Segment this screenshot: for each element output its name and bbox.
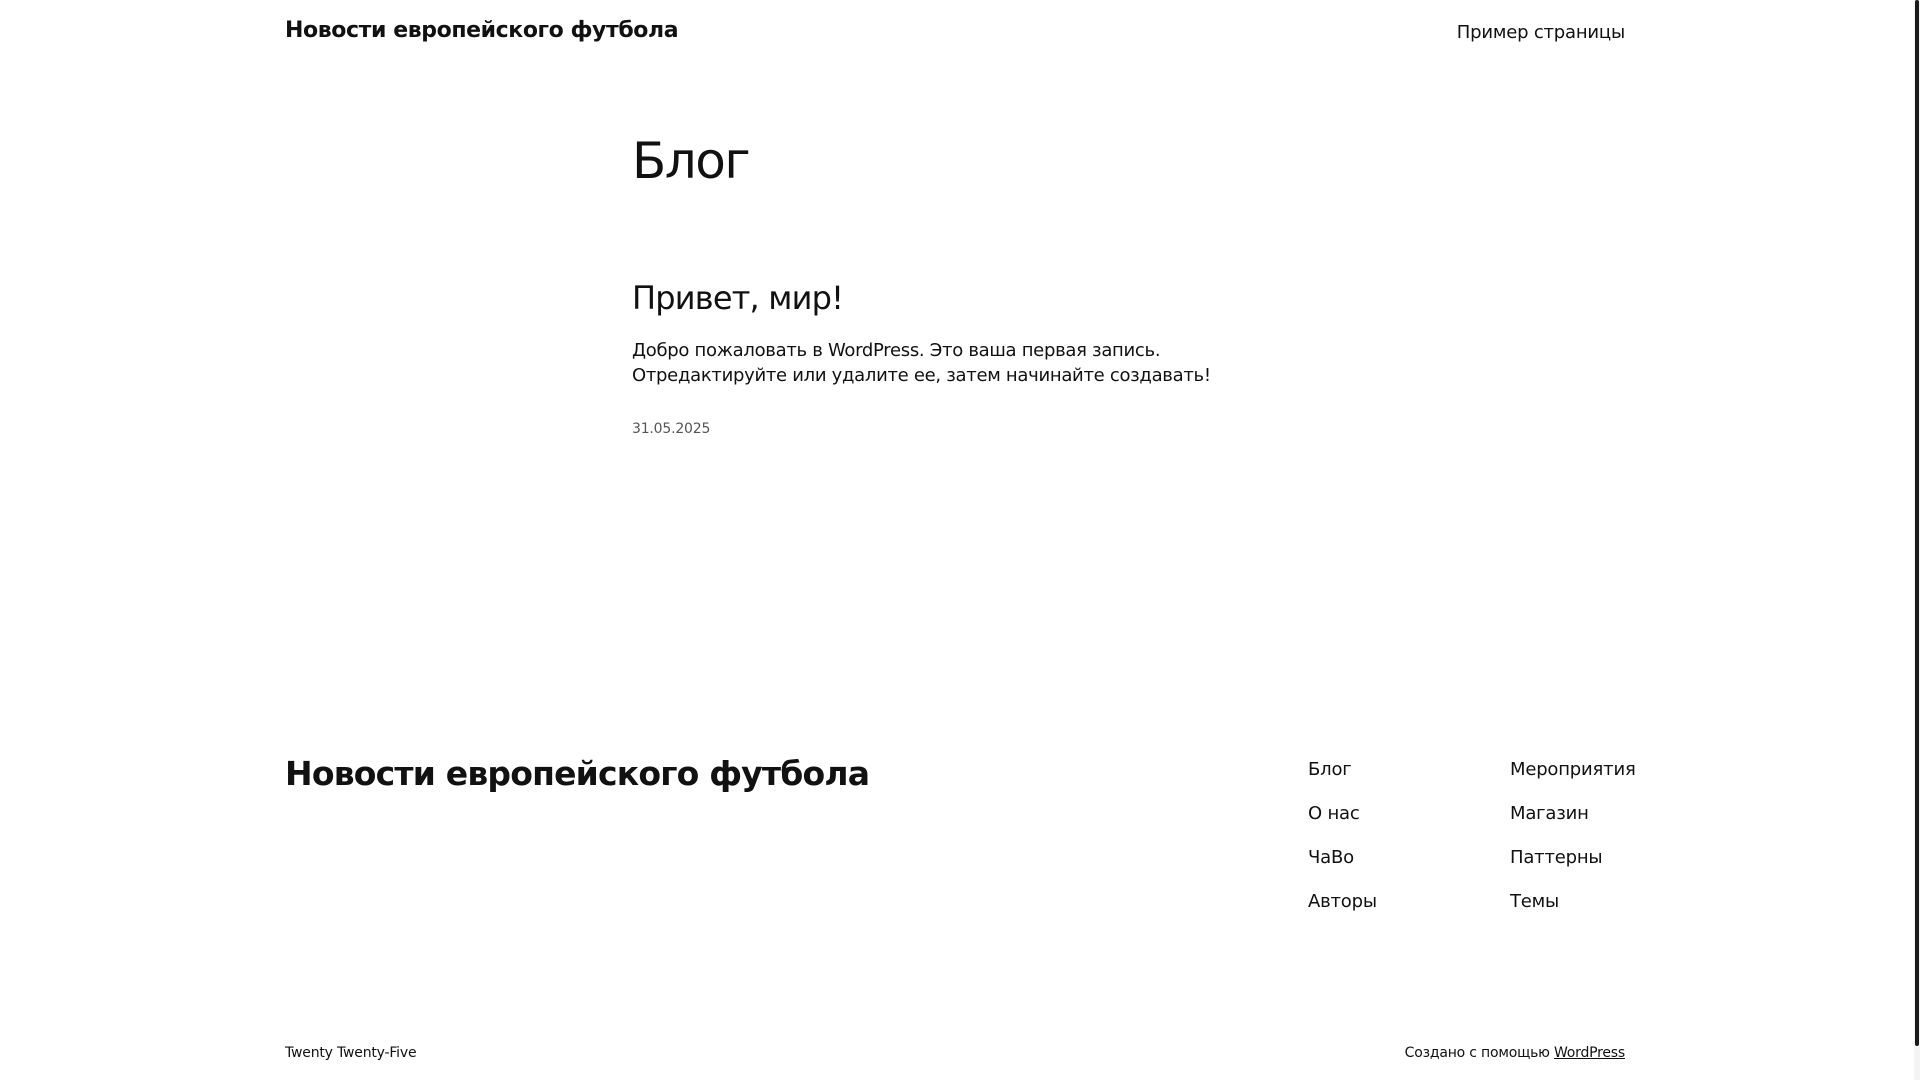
footer-link-authors[interactable]: Авторы xyxy=(1308,891,1377,912)
footer-site-title-link[interactable]: Новости европейского футбола xyxy=(285,754,870,793)
wordpress-link[interactable]: WordPress xyxy=(1553,1045,1625,1061)
footer-link-faq[interactable]: ЧаВо xyxy=(1308,847,1354,868)
powered-by-prefix: Создано с помощью xyxy=(1404,1045,1550,1061)
footer-nav-column-1 xyxy=(1308,758,1377,934)
footer-nav-column-2 xyxy=(1510,758,1636,934)
footer-link-blog[interactable]: Блог xyxy=(1308,759,1352,780)
post-excerpt: Добро пожаловать в WordPress. Это ваша первая запись. Отредактируйте или удалите ее, затем начинайте создавать! xyxy=(632,340,1211,386)
theme-credit: Twenty Twenty-Five xyxy=(285,1045,417,1061)
nav-sample-page-link[interactable]: Пример страницы xyxy=(1456,22,1625,43)
footer-link-themes[interactable]: Темы xyxy=(1510,891,1560,912)
footer-link-patterns[interactable]: Паттерны xyxy=(1510,847,1603,868)
scrollbar-thumb[interactable] xyxy=(1915,0,1919,1046)
scrollbar[interactable] xyxy=(1914,0,1920,1080)
powered-by xyxy=(1405,1045,1625,1061)
footer-link-events[interactable]: Мероприятия xyxy=(1510,759,1636,780)
post-title-link[interactable]: Привет, мир! xyxy=(632,279,844,317)
site-title-link[interactable]: Новости европейского футбола xyxy=(285,18,679,43)
page-title: Блог xyxy=(632,132,750,190)
post-date-link[interactable]: 31.05.2025 xyxy=(632,421,711,437)
footer-link-about[interactable]: О нас xyxy=(1308,803,1360,824)
footer-link-shop[interactable]: Магазин xyxy=(1510,803,1589,824)
